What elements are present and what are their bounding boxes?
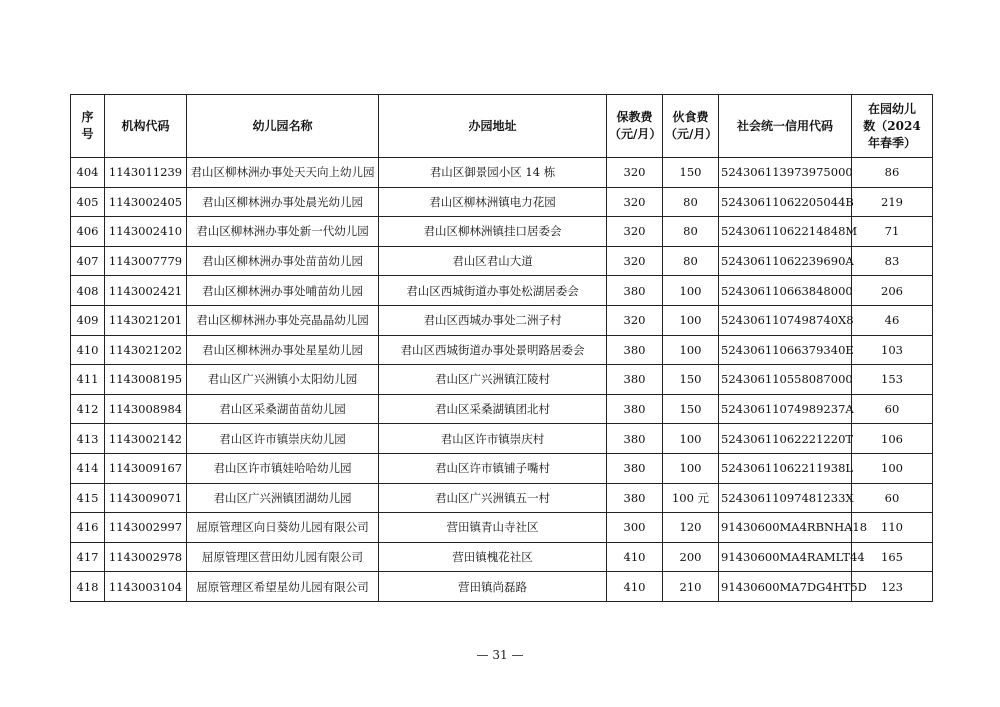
table-row bbox=[71, 453, 933, 483]
table-body bbox=[71, 158, 933, 602]
header-name: 幼儿园名称 bbox=[187, 95, 379, 158]
cell-address: 君山区许市镇铺子嘴村 bbox=[379, 453, 607, 483]
cell-name: 君山区柳林洲办事处晨光幼儿园 bbox=[187, 187, 379, 217]
cell-tuition: 380 bbox=[607, 335, 663, 365]
cell-credit-code: 52430611062214848M bbox=[719, 217, 852, 247]
cell-address: 营田镇青山寺社区 bbox=[379, 513, 607, 543]
cell-enrollment: 123 bbox=[852, 572, 933, 602]
cell-name: 屈原管理区向日葵幼儿园有限公司 bbox=[187, 513, 379, 543]
cell-enrollment: 71 bbox=[852, 217, 933, 247]
cell-name: 君山区柳林洲办事处哺苗幼儿园 bbox=[187, 276, 379, 306]
header-enrollment: 在园幼儿 数（2024 年春季） bbox=[852, 95, 933, 158]
table-row bbox=[71, 424, 933, 454]
cell-tuition: 410 bbox=[607, 542, 663, 572]
cell-name: 君山区柳林洲办事处天天向上幼儿园 bbox=[187, 158, 379, 188]
cell-seq: 407 bbox=[71, 246, 105, 276]
cell-org-code: 1143002410 bbox=[105, 217, 187, 247]
table-row bbox=[71, 394, 933, 424]
table-row bbox=[71, 483, 933, 513]
cell-seq: 404 bbox=[71, 158, 105, 188]
cell-org-code: 1143002997 bbox=[105, 513, 187, 543]
cell-credit-code: 52430611066379340E bbox=[719, 335, 852, 365]
cell-meal: 100 bbox=[663, 453, 719, 483]
cell-address: 君山区君山大道 bbox=[379, 246, 607, 276]
cell-meal: 100 bbox=[663, 424, 719, 454]
table-row bbox=[71, 572, 933, 602]
cell-meal: 100 元 bbox=[663, 483, 719, 513]
cell-name: 君山区柳林洲办事处亮晶晶幼儿园 bbox=[187, 305, 379, 335]
cell-meal: 120 bbox=[663, 513, 719, 543]
cell-tuition: 380 bbox=[607, 453, 663, 483]
table-row bbox=[71, 542, 933, 572]
cell-credit-code: 52430611062211938L bbox=[719, 453, 852, 483]
cell-name: 屈原管理区营田幼儿园有限公司 bbox=[187, 542, 379, 572]
cell-address: 君山区御景园小区 14 栋 bbox=[379, 158, 607, 188]
cell-enrollment: 83 bbox=[852, 246, 933, 276]
cell-credit-code: 91430600MA4RAMLT44 bbox=[719, 542, 852, 572]
cell-address: 君山区采桑湖镇团北村 bbox=[379, 394, 607, 424]
table-row bbox=[71, 305, 933, 335]
cell-address: 营田镇尚磊路 bbox=[379, 572, 607, 602]
kindergarten-table bbox=[70, 94, 933, 602]
cell-credit-code: 524306113973975000 bbox=[719, 158, 852, 188]
cell-credit-code: 52430611062205044B bbox=[719, 187, 852, 217]
cell-seq: 406 bbox=[71, 217, 105, 247]
header-credit-code: 社会统一信用代码 bbox=[719, 95, 852, 158]
cell-name: 屈原管理区希望星幼儿园有限公司 bbox=[187, 572, 379, 602]
cell-meal: 80 bbox=[663, 246, 719, 276]
cell-seq: 408 bbox=[71, 276, 105, 306]
cell-enrollment: 110 bbox=[852, 513, 933, 543]
cell-org-code: 1143011239 bbox=[105, 158, 187, 188]
cell-credit-code: 524306110663848000 bbox=[719, 276, 852, 306]
header-seq: 序 号 bbox=[71, 95, 105, 158]
cell-enrollment: 60 bbox=[852, 394, 933, 424]
cell-org-code: 1143008195 bbox=[105, 365, 187, 395]
table-row bbox=[71, 187, 933, 217]
cell-meal: 100 bbox=[663, 276, 719, 306]
cell-address: 君山区柳林洲镇电力花园 bbox=[379, 187, 607, 217]
cell-org-code: 1143009071 bbox=[105, 483, 187, 513]
cell-meal: 100 bbox=[663, 335, 719, 365]
table-row bbox=[71, 217, 933, 247]
table-row bbox=[71, 158, 933, 188]
cell-address: 君山区广兴洲镇江陵村 bbox=[379, 365, 607, 395]
cell-credit-code: 52430611062239690A bbox=[719, 246, 852, 276]
cell-tuition: 380 bbox=[607, 276, 663, 306]
page-number: — 31 — bbox=[476, 648, 524, 662]
header-tuition: 保教费 （元/月） bbox=[607, 95, 663, 158]
cell-credit-code: 5243061107498740X8 bbox=[719, 305, 852, 335]
cell-seq: 405 bbox=[71, 187, 105, 217]
cell-credit-code: 52430611074989237A bbox=[719, 394, 852, 424]
cell-seq: 415 bbox=[71, 483, 105, 513]
cell-address: 营田镇槐花社区 bbox=[379, 542, 607, 572]
cell-name: 君山区广兴洲镇团湖幼儿园 bbox=[187, 483, 379, 513]
cell-tuition: 380 bbox=[607, 394, 663, 424]
header-address: 办园地址 bbox=[379, 95, 607, 158]
cell-tuition: 380 bbox=[607, 365, 663, 395]
cell-tuition: 380 bbox=[607, 424, 663, 454]
cell-name: 君山区柳林洲办事处苗苗幼儿园 bbox=[187, 246, 379, 276]
cell-org-code: 1143021202 bbox=[105, 335, 187, 365]
cell-seq: 414 bbox=[71, 453, 105, 483]
cell-enrollment: 153 bbox=[852, 365, 933, 395]
cell-meal: 150 bbox=[663, 365, 719, 395]
cell-name: 君山区采桑湖苗苗幼儿园 bbox=[187, 394, 379, 424]
cell-seq: 411 bbox=[71, 365, 105, 395]
cell-enrollment: 219 bbox=[852, 187, 933, 217]
cell-address: 君山区西城办事处二洲子村 bbox=[379, 305, 607, 335]
cell-name: 君山区广兴洲镇小太阳幼儿园 bbox=[187, 365, 379, 395]
cell-org-code: 1143002142 bbox=[105, 424, 187, 454]
cell-meal: 150 bbox=[663, 158, 719, 188]
cell-address: 君山区广兴洲镇五一村 bbox=[379, 483, 607, 513]
cell-address: 君山区许市镇崇庆村 bbox=[379, 424, 607, 454]
cell-credit-code: 52430611062221220T bbox=[719, 424, 852, 454]
cell-tuition: 410 bbox=[607, 572, 663, 602]
cell-tuition: 300 bbox=[607, 513, 663, 543]
cell-enrollment: 103 bbox=[852, 335, 933, 365]
cell-tuition: 320 bbox=[607, 246, 663, 276]
cell-address: 君山区西城街道办事处松湖居委会 bbox=[379, 276, 607, 306]
cell-seq: 412 bbox=[71, 394, 105, 424]
table-row bbox=[71, 365, 933, 395]
cell-tuition: 380 bbox=[607, 483, 663, 513]
cell-tuition: 320 bbox=[607, 158, 663, 188]
cell-tuition: 320 bbox=[607, 187, 663, 217]
cell-credit-code: 52430611097481233X bbox=[719, 483, 852, 513]
table-row bbox=[71, 246, 933, 276]
table-row bbox=[71, 276, 933, 306]
cell-credit-code: 524306110558087000 bbox=[719, 365, 852, 395]
cell-address: 君山区柳林洲镇挂口居委会 bbox=[379, 217, 607, 247]
cell-name: 君山区柳林洲办事处星星幼儿园 bbox=[187, 335, 379, 365]
cell-org-code: 1143009167 bbox=[105, 453, 187, 483]
cell-enrollment: 206 bbox=[852, 276, 933, 306]
cell-org-code: 1143007779 bbox=[105, 246, 187, 276]
cell-seq: 416 bbox=[71, 513, 105, 543]
cell-org-code: 1143002421 bbox=[105, 276, 187, 306]
cell-address: 君山区西城街道办事处景明路居委会 bbox=[379, 335, 607, 365]
cell-meal: 150 bbox=[663, 394, 719, 424]
cell-org-code: 1143002405 bbox=[105, 187, 187, 217]
cell-org-code: 1143008984 bbox=[105, 394, 187, 424]
cell-tuition: 320 bbox=[607, 217, 663, 247]
cell-name: 君山区许市镇崇庆幼儿园 bbox=[187, 424, 379, 454]
cell-meal: 100 bbox=[663, 305, 719, 335]
header-org-code: 机构代码 bbox=[105, 95, 187, 158]
cell-name: 君山区许市镇娃哈哈幼儿园 bbox=[187, 453, 379, 483]
cell-enrollment: 165 bbox=[852, 542, 933, 572]
cell-credit-code: 91430600MA7DG4HT5D bbox=[719, 572, 852, 602]
cell-meal: 200 bbox=[663, 542, 719, 572]
cell-meal: 80 bbox=[663, 217, 719, 247]
cell-name: 君山区柳林洲办事处新一代幼儿园 bbox=[187, 217, 379, 247]
cell-seq: 413 bbox=[71, 424, 105, 454]
table-header-row bbox=[71, 95, 933, 158]
cell-seq: 417 bbox=[71, 542, 105, 572]
cell-org-code: 1143003104 bbox=[105, 572, 187, 602]
cell-enrollment: 46 bbox=[852, 305, 933, 335]
cell-seq: 418 bbox=[71, 572, 105, 602]
cell-enrollment: 60 bbox=[852, 483, 933, 513]
table-row bbox=[71, 513, 933, 543]
cell-enrollment: 106 bbox=[852, 424, 933, 454]
cell-seq: 410 bbox=[71, 335, 105, 365]
cell-tuition: 320 bbox=[607, 305, 663, 335]
cell-org-code: 1143021201 bbox=[105, 305, 187, 335]
cell-seq: 409 bbox=[71, 305, 105, 335]
cell-org-code: 1143002978 bbox=[105, 542, 187, 572]
cell-meal: 80 bbox=[663, 187, 719, 217]
cell-enrollment: 86 bbox=[852, 158, 933, 188]
cell-enrollment: 100 bbox=[852, 453, 933, 483]
header-meal: 伙食费 （元/月） bbox=[663, 95, 719, 158]
cell-meal: 210 bbox=[663, 572, 719, 602]
table-row bbox=[71, 335, 933, 365]
cell-credit-code: 91430600MA4RBNHA18 bbox=[719, 513, 852, 543]
